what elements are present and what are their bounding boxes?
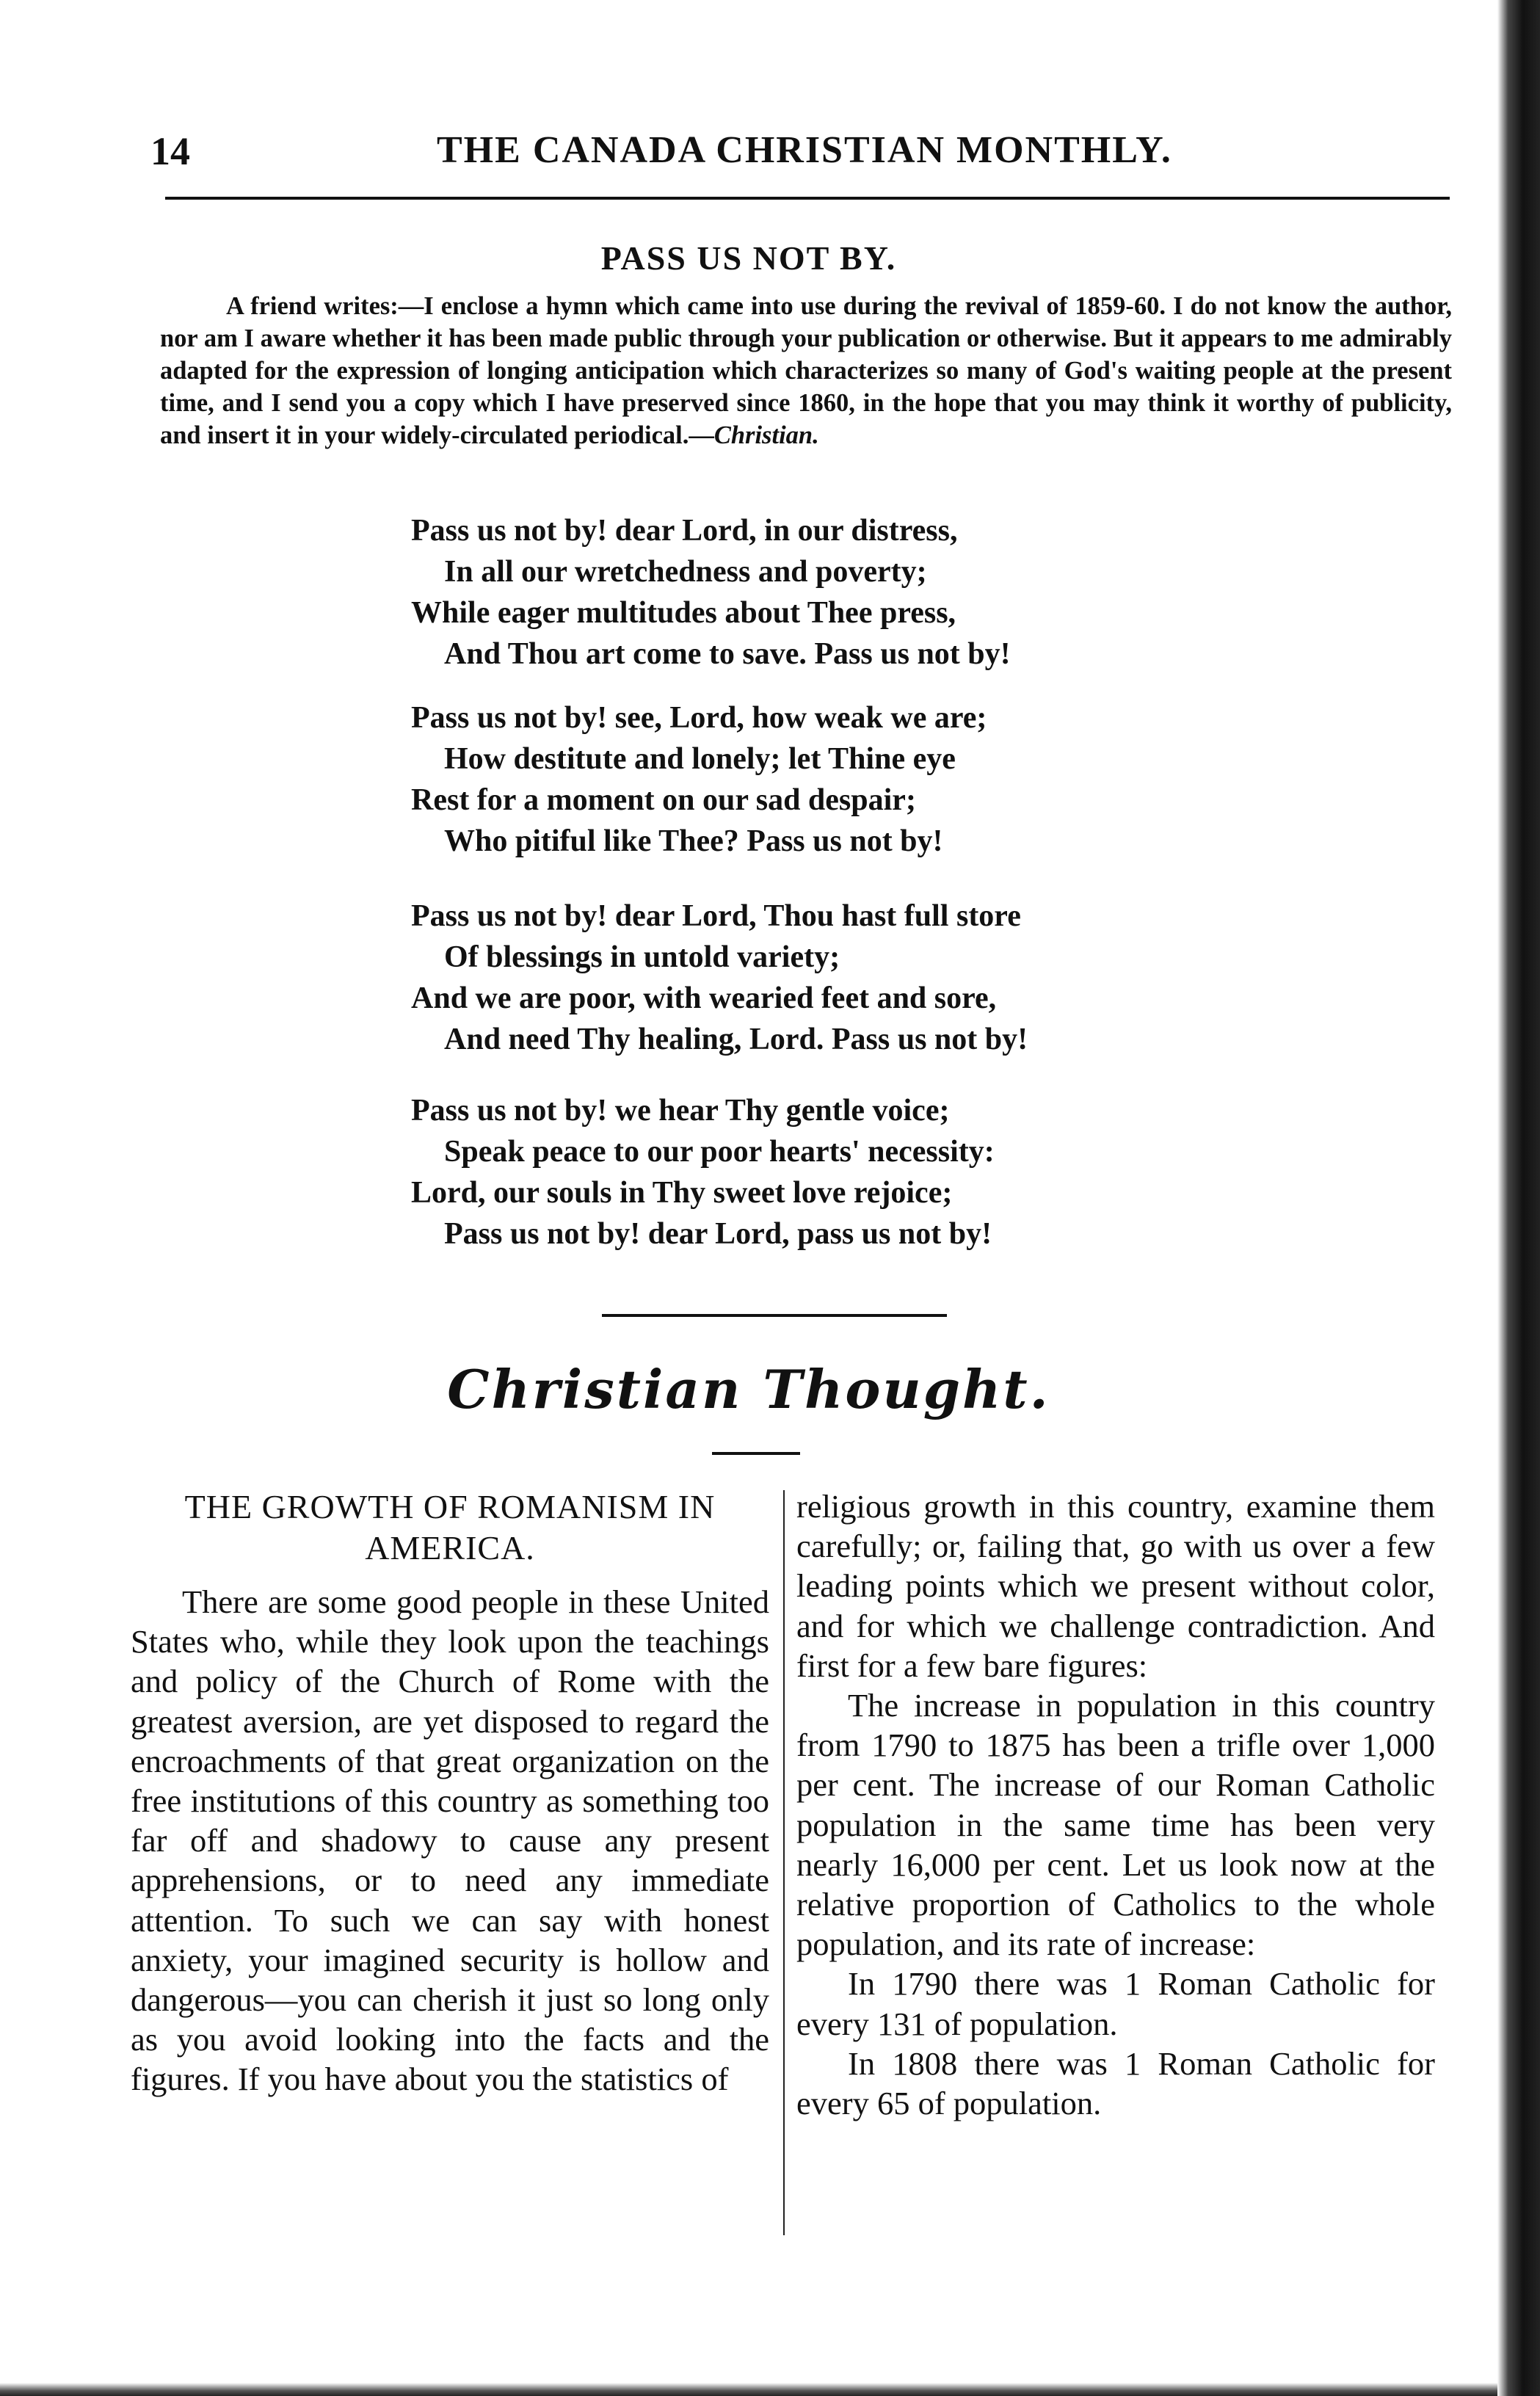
stanza-line: Rest for a moment on our sad despair; xyxy=(411,783,916,817)
stanza-line: While eager multitudes about Thee press, xyxy=(411,596,956,630)
article-paragraph: In 1808 there was 1 Roman Catholic for every 65 of population. xyxy=(796,2044,1435,2122)
stanza-line: How destitute and lonely; let Thine eye xyxy=(444,742,956,776)
hymn-intro-text: A friend writes:—I enclose a hymn which came into use during the revival of 1859-60. I do not know the author, nor am I aware whether it has been made public through your publication or otherwise. But it appears to me admirably adapted for the expression of longing anticipation which characterizes so many of God's waiting people at the present time, and I send you a copy which I have preserved since 1860, in the hope that you may think it worthy of publicity, and insert it in your widely-circulated periodical.— xyxy=(160,292,1452,449)
page-header xyxy=(150,128,1450,187)
hymn-end-rule xyxy=(602,1314,947,1317)
section-rule xyxy=(712,1452,800,1455)
stanza-line: Pass us not by! dear Lord, pass us not by! xyxy=(444,1217,992,1251)
stanza-line: In all our wretchedness and poverty; xyxy=(444,555,927,589)
running-title: THE CANADA CHRISTIAN MONTHLY. xyxy=(437,129,1172,171)
article-column-right xyxy=(796,1486,1435,2123)
stanza-line: Pass us not by! dear Lord, in our distress, xyxy=(411,514,958,548)
stanza-line: Pass us not by! we hear Thy gentle voice; xyxy=(411,1094,950,1128)
binding-edge xyxy=(1497,0,1540,2396)
stanza-line: And Thou art come to save. Pass us not by! xyxy=(444,637,1011,671)
stanza-line: Pass us not by! dear Lord, Thou hast full store xyxy=(411,899,1021,933)
article-paragraph: The increase in population in this country from 1790 to 1875 has been a trifle over 1,000 per cent. The increase of our Roman Catholic population in the same time has been very nearly 16,000 per cent. Let us look now at the relative proportion of Catholics to the whole population, and its rate of increase: xyxy=(796,1687,1435,1963)
article-paragraph: There are some good people in these United States who, while they look upon the teachings and policy of the Church of Rome with the greatest aversion, are yet disposed to regard the encroachments of that great organization on the free institutions of this country as something too far off and shadowy to cause any present apprehensions, or to need any immediate attention. To such we can say with honest anxiety, your imagined security is hollow and dangerous—you can cherish it just so long only as you avoid looking into the facts and the figures. If you have about you the statistics of xyxy=(131,1583,769,2098)
stanza-line: Who pitiful like Thee? Pass us not by! xyxy=(444,824,943,858)
hymn-intro xyxy=(160,290,1452,451)
stanza-1 xyxy=(411,510,1292,675)
article-title: THE GROWTH OF ROMANISM IN AMERICA. xyxy=(184,1488,716,1567)
stanza-line: Speak peace to our poor hearts' necessity: xyxy=(444,1135,995,1169)
stanza-2 xyxy=(411,697,1292,862)
stanza-3 xyxy=(411,896,1292,1060)
hymn-title: PASS US NOT BY. xyxy=(600,239,897,277)
stanza-line: Of blessings in untold variety; xyxy=(444,940,840,974)
stanza-line: Pass us not by! see, Lord, how weak we are; xyxy=(411,701,987,735)
article-paragraph: religious growth in this country, examine them carefully; or, failing that, go with us over a few leading points which we present without color, and for which we challenge contradiction. And first for a few bare figures: xyxy=(796,1488,1435,1684)
stanza-line: And we are poor, with wearied feet and sore, xyxy=(411,981,997,1015)
stanza-line: Lord, our souls in Thy sweet love rejoice; xyxy=(411,1176,953,1210)
hymn-attribution: Christian. xyxy=(713,421,819,449)
header-rule xyxy=(165,197,1450,200)
article-column-left xyxy=(131,1486,769,2099)
column-divider xyxy=(783,1490,785,2235)
stanza-line: And need Thy healing, Lord. Pass us not by! xyxy=(444,1023,1028,1056)
page-bottom-edge xyxy=(0,2383,1497,2396)
stanza-4 xyxy=(411,1090,1292,1255)
article-paragraph: In 1790 there was 1 Roman Catholic for every 131 of population. xyxy=(796,1965,1435,2042)
section-heading: Christian Thought. xyxy=(447,1358,1050,1420)
page-number: 14 xyxy=(150,129,190,173)
